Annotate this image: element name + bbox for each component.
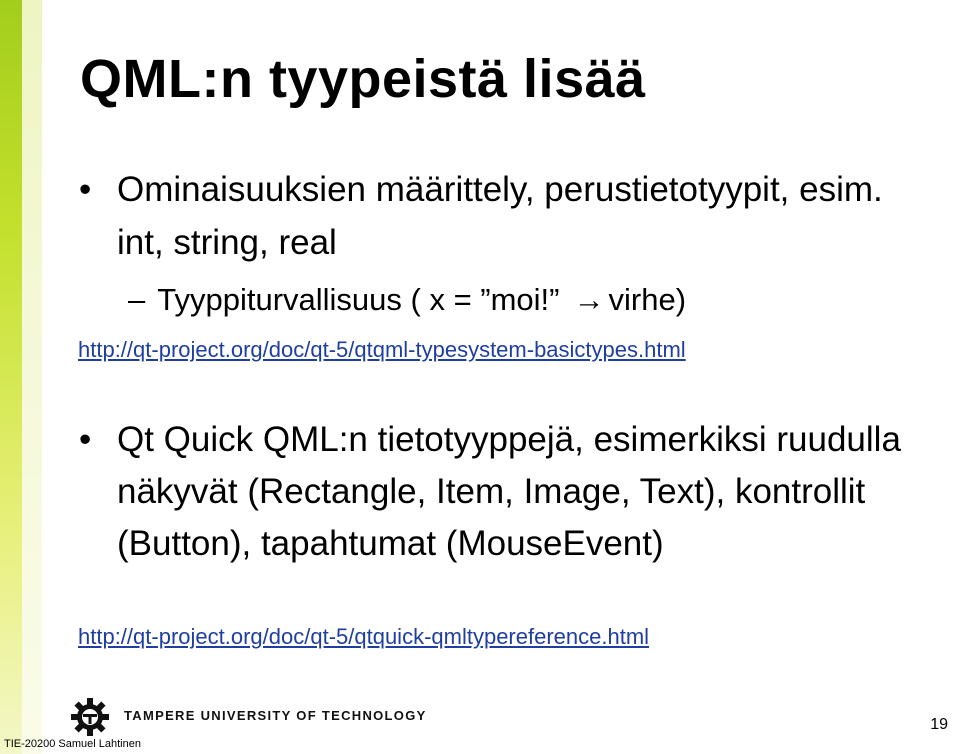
gear-logo-icon [70, 697, 110, 737]
bullet-text: Qt Quick QML:n tietotyyppejä, esimerkiksi ruudulla näkyvät (Rectangle, Item, Image, Text), kontrollit (Button), tapahtumat (MouseEvent) [117, 420, 901, 563]
link-qmltypereference[interactable]: http://qt-project.org/doc/qt-5/qtquick-qmltypereference.html [78, 624, 650, 649]
sub-bullet-text-before: Tyyppiturvallisuus ( x = ”moi!” [157, 282, 560, 317]
slide-title: QML:n tyypeistä lisää [80, 49, 646, 109]
bullet-marker: • [79, 420, 92, 459]
bullet-item-1 [79, 163, 937, 269]
decorative-stripe-green [0, 0, 22, 754]
bullet-text: Ominaisuuksien määrittely, perustietotyypit, esim. int, string, real [117, 170, 883, 262]
arrow-right-icon: → [573, 282, 605, 317]
bullet-marker: • [79, 170, 92, 209]
link-basictypes[interactable]: http://qt-project.org/doc/qt-5/qtqml-typesystem-basictypes.html [78, 337, 686, 362]
university-name: TAMPERE UNIVERSITY OF TECHNOLOGY [124, 708, 427, 723]
sub-bullet-marker: – [128, 282, 146, 317]
sub-bullet-text-after: virhe) [608, 282, 687, 317]
decorative-stripe-light [22, 0, 42, 754]
course-author: TIE-20200 Samuel Lahtinen [4, 738, 141, 750]
page-number: 19 [930, 716, 948, 733]
sub-bullet-item-1 [128, 275, 686, 325]
bullet-item-2 [79, 414, 937, 570]
